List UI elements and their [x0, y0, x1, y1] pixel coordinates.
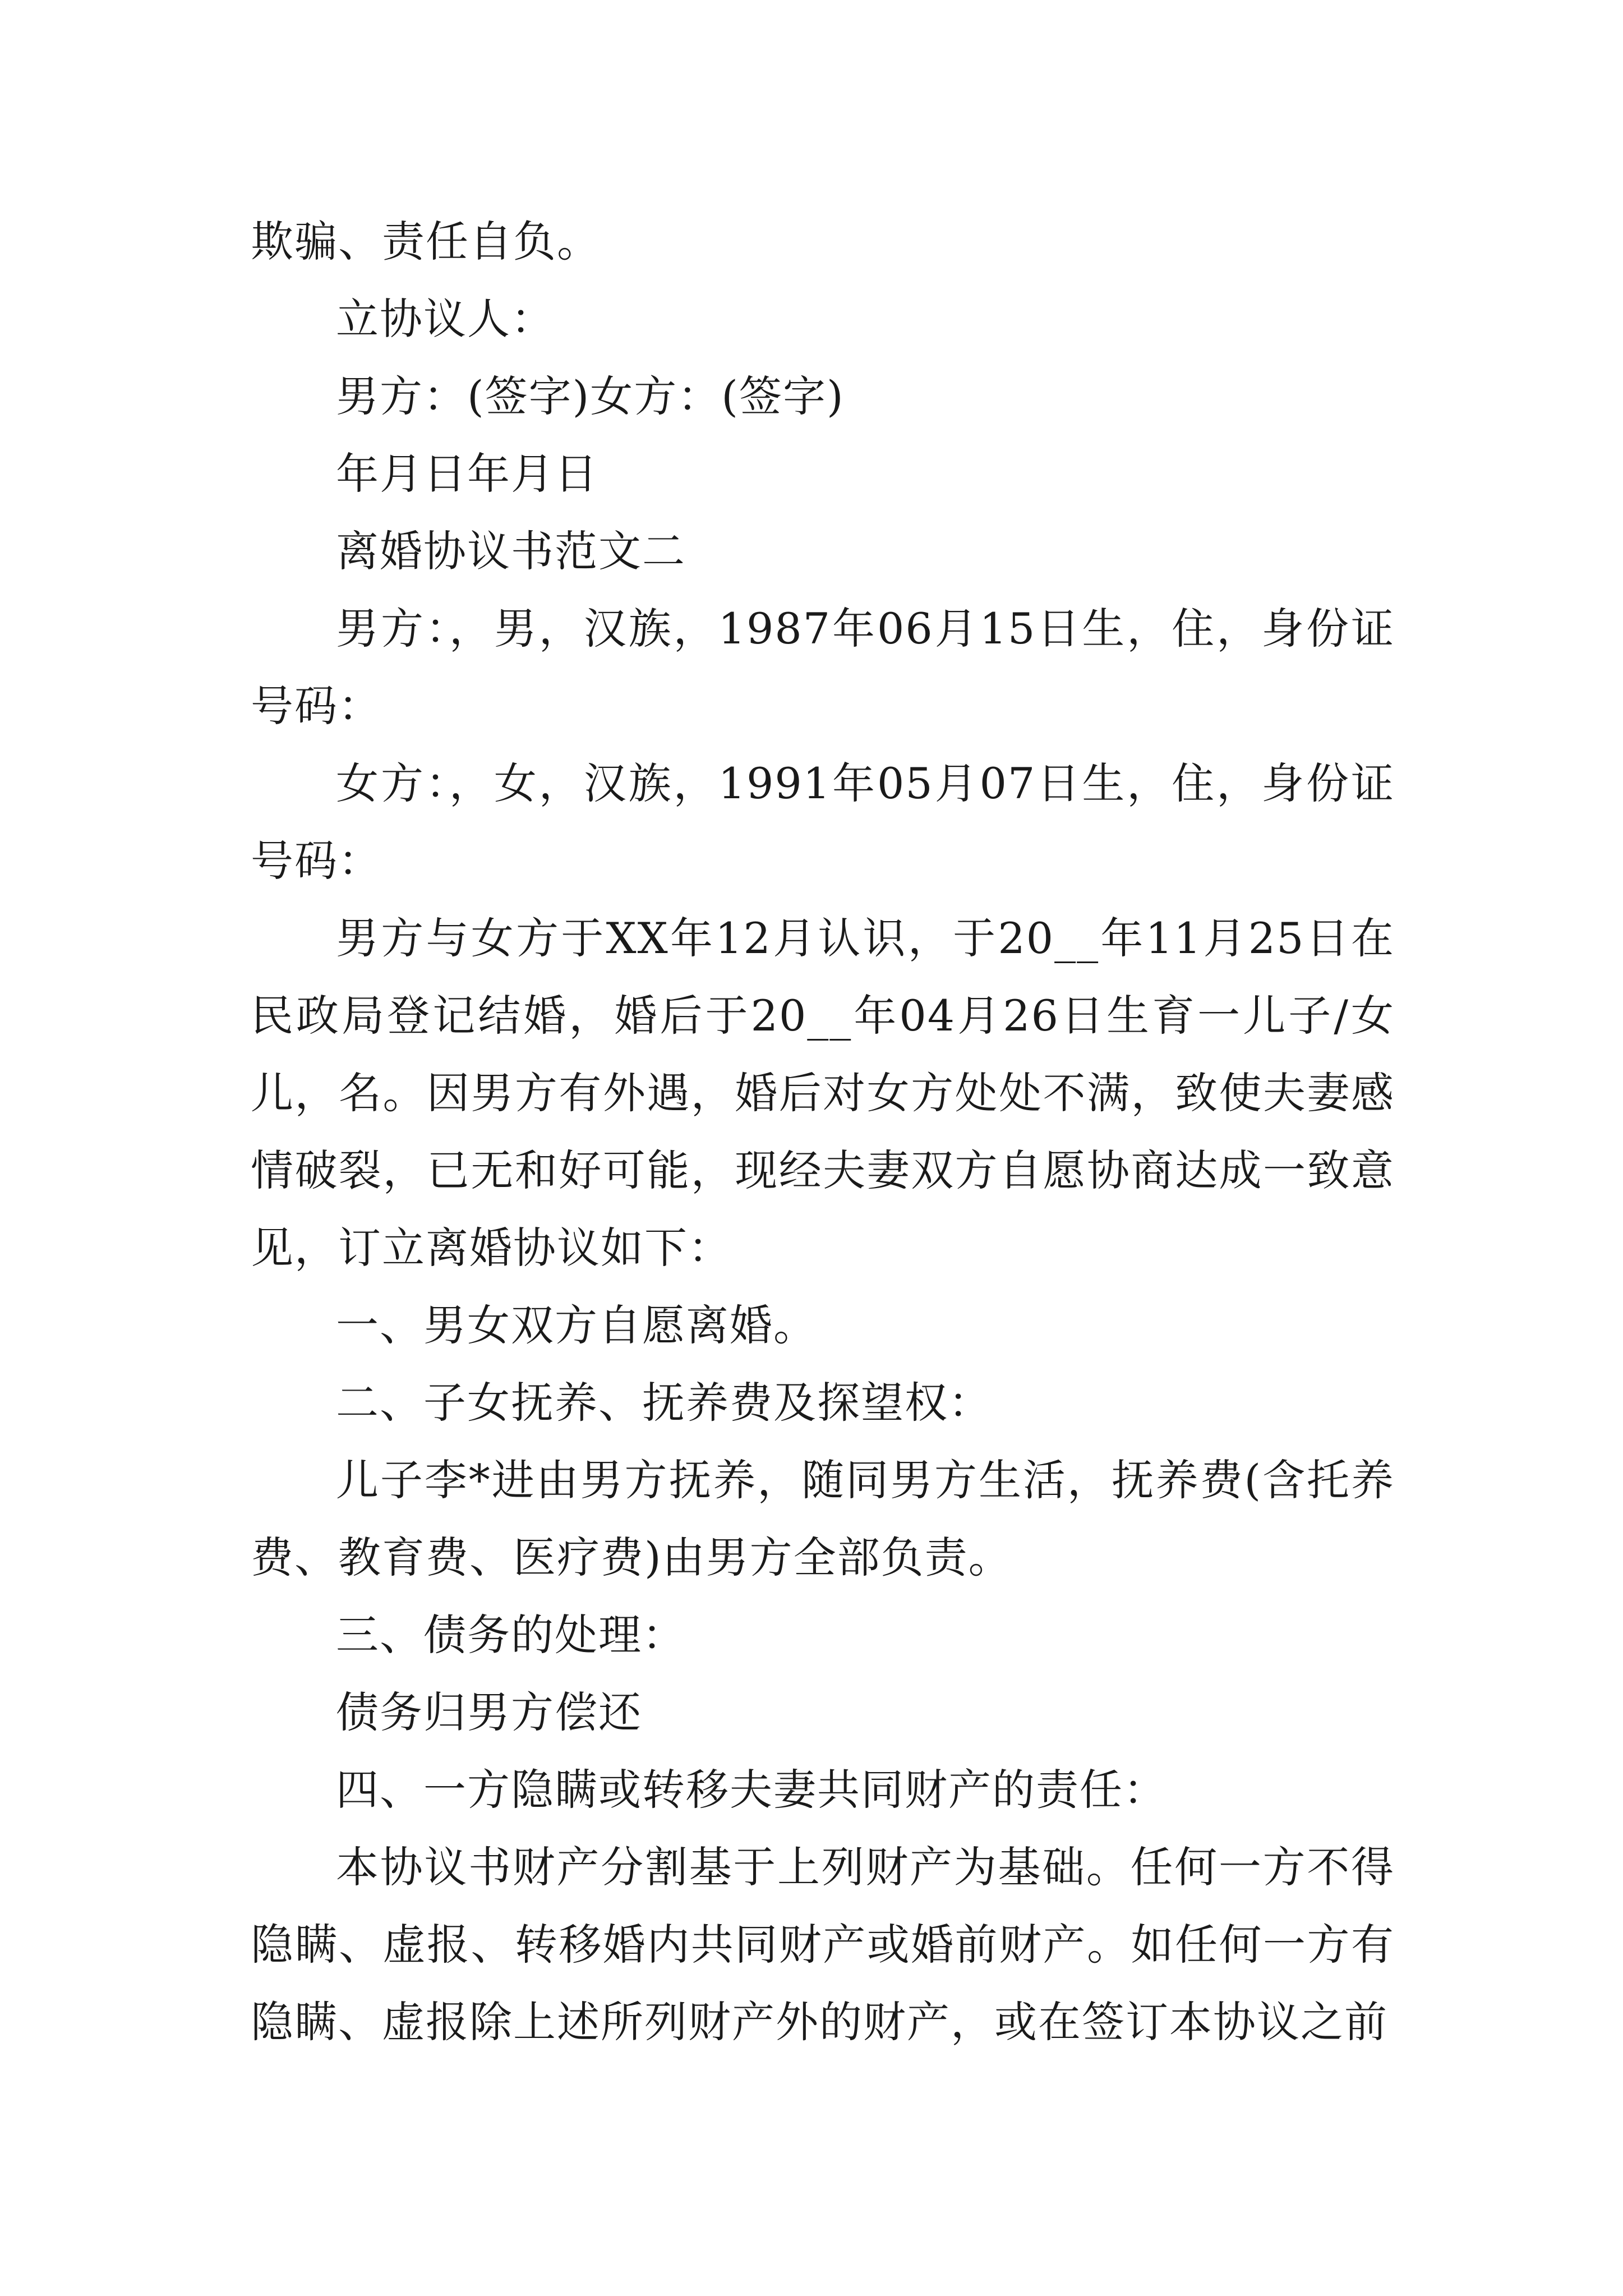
- paragraph-2: 立协议人：: [336, 294, 555, 344]
- paragraph-3: 男方：(签字)女方：(签字): [336, 371, 845, 421]
- paragraph-11: 儿子李*进由男方抚养，随同男方生活，抚养费(含托养费、教育费、医疗费)由男方全部负责。: [251, 1455, 1395, 1582]
- paragraph-6: 男方：，男，汉族，1987年06月15日生，住，身份证号码：: [251, 604, 1395, 731]
- paragraph-10: 二、子女抚养、抚养费及探望权：: [336, 1378, 992, 1428]
- paragraph-9: 一、男女双方自愿离婚。: [336, 1300, 817, 1350]
- paragraph-8: 男方与女方于XX年12月认识，于20__年11月25日在民政局登记结婚，婚后于20__年04月26日生育一儿子/女儿，名。因男方有外遇，婚后对女方处处不满，致使夫妻感情破裂，已无和好可能，现经夫妻双方自愿协商达成一致意见，订立离婚协议如下：: [251, 913, 1395, 1273]
- section-title: 离婚协议书范文二: [336, 526, 686, 576]
- paragraph-4: 年月日年月日: [336, 449, 598, 499]
- paragraph-1: 欺骗、责任自负。: [251, 217, 601, 266]
- paragraph-15: 本协议书财产分割基于上列财产为基础。任何一方不得隐瞒、虚报、转移婚内共同财产或婚前财产。如任何一方有隐瞒、虚报除上述所列财产外的财产，或在签订本协议之前: [251, 1842, 1395, 2047]
- document-body: [251, 203, 1395, 2061]
- paragraph-12: 三、债务的处理：: [336, 1610, 686, 1660]
- paragraph-14: 四、一方隐瞒或转移夫妻共同财产的责任：: [336, 1765, 1167, 1815]
- paragraph-13: 债务归男方偿还: [336, 1687, 642, 1737]
- paragraph-7: 女方：，女，汉族，1991年05月07日生，住，身份证号码：: [251, 758, 1395, 886]
